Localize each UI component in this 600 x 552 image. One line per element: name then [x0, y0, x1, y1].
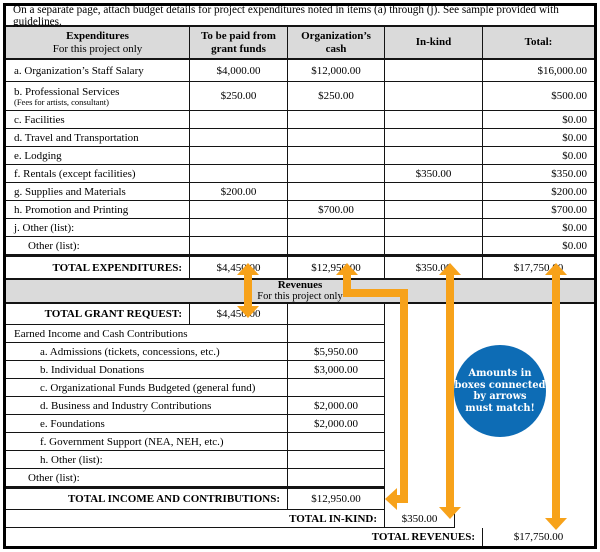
total-income-label: TOTAL INCOME AND CONTRIBUTIONS: [6, 489, 288, 509]
row-label: d. Travel and Transportation [6, 129, 190, 146]
total-value: $0.00 [562, 131, 587, 144]
inkind-value [385, 129, 483, 146]
expenditure-row-g [6, 183, 594, 201]
revenues-subtitle: For this project only [257, 291, 343, 302]
expenditures-header-row [6, 27, 594, 60]
row-label: a. Organization’s Staff Salary [6, 60, 190, 81]
cash-value [288, 237, 385, 254]
total-value: $0.00 [562, 221, 587, 234]
inkind-value [385, 201, 483, 218]
total-income-row [6, 487, 385, 510]
cash-value [288, 219, 385, 236]
revenue-value [288, 433, 385, 450]
grant-request-value: $4,450.00 [190, 304, 288, 324]
row-label: h. Promotion and Printing [6, 201, 190, 218]
grant-value [190, 129, 288, 146]
callout-line: by arrows [473, 391, 527, 402]
total-value: $0.00 [562, 113, 587, 126]
grant-value: $200.00 [190, 183, 288, 200]
grant-value [190, 201, 288, 218]
arrow-down-icon [545, 518, 567, 530]
revenue-value [288, 379, 385, 396]
cash-value [288, 165, 385, 182]
row-label: f. Government Support (NEA, NEH, etc.) [6, 433, 288, 450]
grant-value [190, 165, 288, 182]
total-income-value: $12,950.00 [288, 489, 385, 509]
total-revenues-value: $17,750.00 [513, 531, 564, 543]
row-label: c. Organizational Funds Budgeted (general fund) [6, 379, 288, 396]
row-label: c. Facilities [6, 111, 190, 128]
callout-line: must match! [465, 402, 535, 414]
earned-income-label: Earned Income and Cash Contributions [6, 325, 288, 342]
total-inkind-row [6, 510, 455, 528]
expenditure-row-f [6, 165, 594, 183]
expenditure-row-d [6, 129, 594, 147]
callout-circle [454, 345, 546, 437]
total-value: $0.00 [562, 239, 587, 252]
grant-value: $250.00 [190, 82, 288, 110]
instruction-row [6, 3, 594, 28]
header-inkind: In-kind [385, 27, 483, 58]
callout-line: Amounts in [468, 368, 532, 379]
grant-request-blank-cell [288, 304, 385, 324]
row-label: f. Rentals (except facilities) [6, 165, 190, 182]
row-label: g. Supplies and Materials [6, 183, 190, 200]
row-sublabel: (Fees for artists, consultant) [14, 96, 109, 107]
grant-value: $4,000.00 [190, 60, 288, 81]
row-label: a. Admissions (tickets, concessions, etc.) [6, 343, 288, 360]
revenue-value: $2,000.00 [288, 397, 385, 414]
header-expenditures: Expenditures For this project only [6, 27, 190, 58]
revenues-title: Revenues [277, 279, 323, 291]
revenue-row-d [6, 397, 385, 415]
inkind-value: $350.00 [385, 165, 483, 182]
earned-income-header-row [6, 325, 385, 343]
total-expenditures-label: TOTAL EXPENDITURES: [6, 257, 190, 278]
arrow-left-icon [385, 488, 397, 510]
revenue-row-c [6, 379, 385, 397]
total-revenues-row [6, 528, 594, 546]
expenditure-row-a [6, 60, 594, 82]
grant-request-label: TOTAL GRANT REQUEST: [6, 304, 190, 324]
expenditure-row-c [6, 111, 594, 129]
revenue-value [288, 469, 385, 486]
row-label: Other (list): [6, 237, 190, 254]
inkind-value [385, 147, 483, 164]
arrow-down-icon [237, 306, 259, 318]
header-total: Total: [524, 36, 553, 48]
revenue-row-e [6, 415, 385, 433]
total-revenues-label: TOTAL REVENUES: [6, 528, 483, 546]
cash-value [288, 111, 385, 128]
grant-value [190, 111, 288, 128]
total-value: $16,000.00 [537, 64, 587, 77]
grant-value [190, 147, 288, 164]
inkind-value [385, 219, 483, 236]
revenue-row-b [6, 361, 385, 379]
row-label: b. Professional Services (Fees for artists, consultant) [6, 82, 190, 110]
total-cash-value: $12,950.00 [288, 257, 385, 278]
revenue-row-a [6, 343, 385, 361]
revenue-value: $5,950.00 [288, 343, 385, 360]
inkind-value [385, 82, 483, 110]
total-value: $0.00 [562, 149, 587, 162]
grant-value [190, 219, 288, 236]
cash-value [288, 183, 385, 200]
cash-value [288, 147, 385, 164]
total-inkind-value: $350.00 [385, 257, 483, 278]
revenue-value [288, 451, 385, 468]
inkind-value [385, 237, 483, 254]
total-value: $200.00 [551, 185, 587, 198]
total-value: $350.00 [551, 167, 587, 180]
total-total-value: $17,750.00 [513, 261, 564, 274]
total-value: $700.00 [551, 203, 587, 216]
row-label: e. Lodging [6, 147, 190, 164]
total-value: $500.00 [551, 90, 587, 102]
cash-value: $700.00 [288, 201, 385, 218]
expenditure-row-other [6, 237, 594, 255]
row-label: b. Individual Donations [6, 361, 288, 378]
grant-value [190, 237, 288, 254]
row-label: j. Other (list): [6, 219, 190, 236]
revenue-row-f [6, 433, 385, 451]
expenditure-row-h [6, 201, 594, 219]
arrow-down-icon [439, 507, 461, 519]
revenue-value: $3,000.00 [288, 361, 385, 378]
row-label: d. Business and Industry Contributions [6, 397, 288, 414]
total-grant-request-row [6, 304, 385, 325]
cash-value: $250.00 [288, 82, 385, 110]
total-inkind-value: $350.00 [385, 510, 455, 527]
callout-line: boxes connected [454, 379, 546, 391]
expenditure-row-e [6, 147, 594, 165]
earned-income-blank-cell [288, 325, 385, 342]
revenues-band [6, 278, 594, 304]
expenditure-row-j [6, 219, 594, 237]
row-label: e. Foundations [6, 415, 288, 432]
revenue-row-other [6, 469, 385, 487]
row-label: h. Other (list): [6, 451, 288, 468]
revenue-row-h [6, 451, 385, 469]
cash-value [288, 129, 385, 146]
header-org-cash: Organization’s cash [288, 27, 385, 58]
cash-value: $12,000.00 [288, 60, 385, 81]
inkind-value [385, 111, 483, 128]
total-grant-value: $4,450.00 [190, 257, 288, 278]
total-inkind-label: TOTAL IN-KIND: [6, 510, 385, 527]
row-label: Other (list): [6, 469, 288, 486]
instruction-text: On a separate page, attach budget details for project expenditures noted in items (a) through (j). See sample provided with guidelines. [13, 3, 559, 28]
expenditure-row-b [6, 82, 594, 111]
header-grant-funds: To be paid from grant funds [190, 27, 288, 58]
total-expenditures-row [6, 255, 594, 278]
inkind-value [385, 60, 483, 81]
inkind-value [385, 183, 483, 200]
revenue-value: $2,000.00 [288, 415, 385, 432]
